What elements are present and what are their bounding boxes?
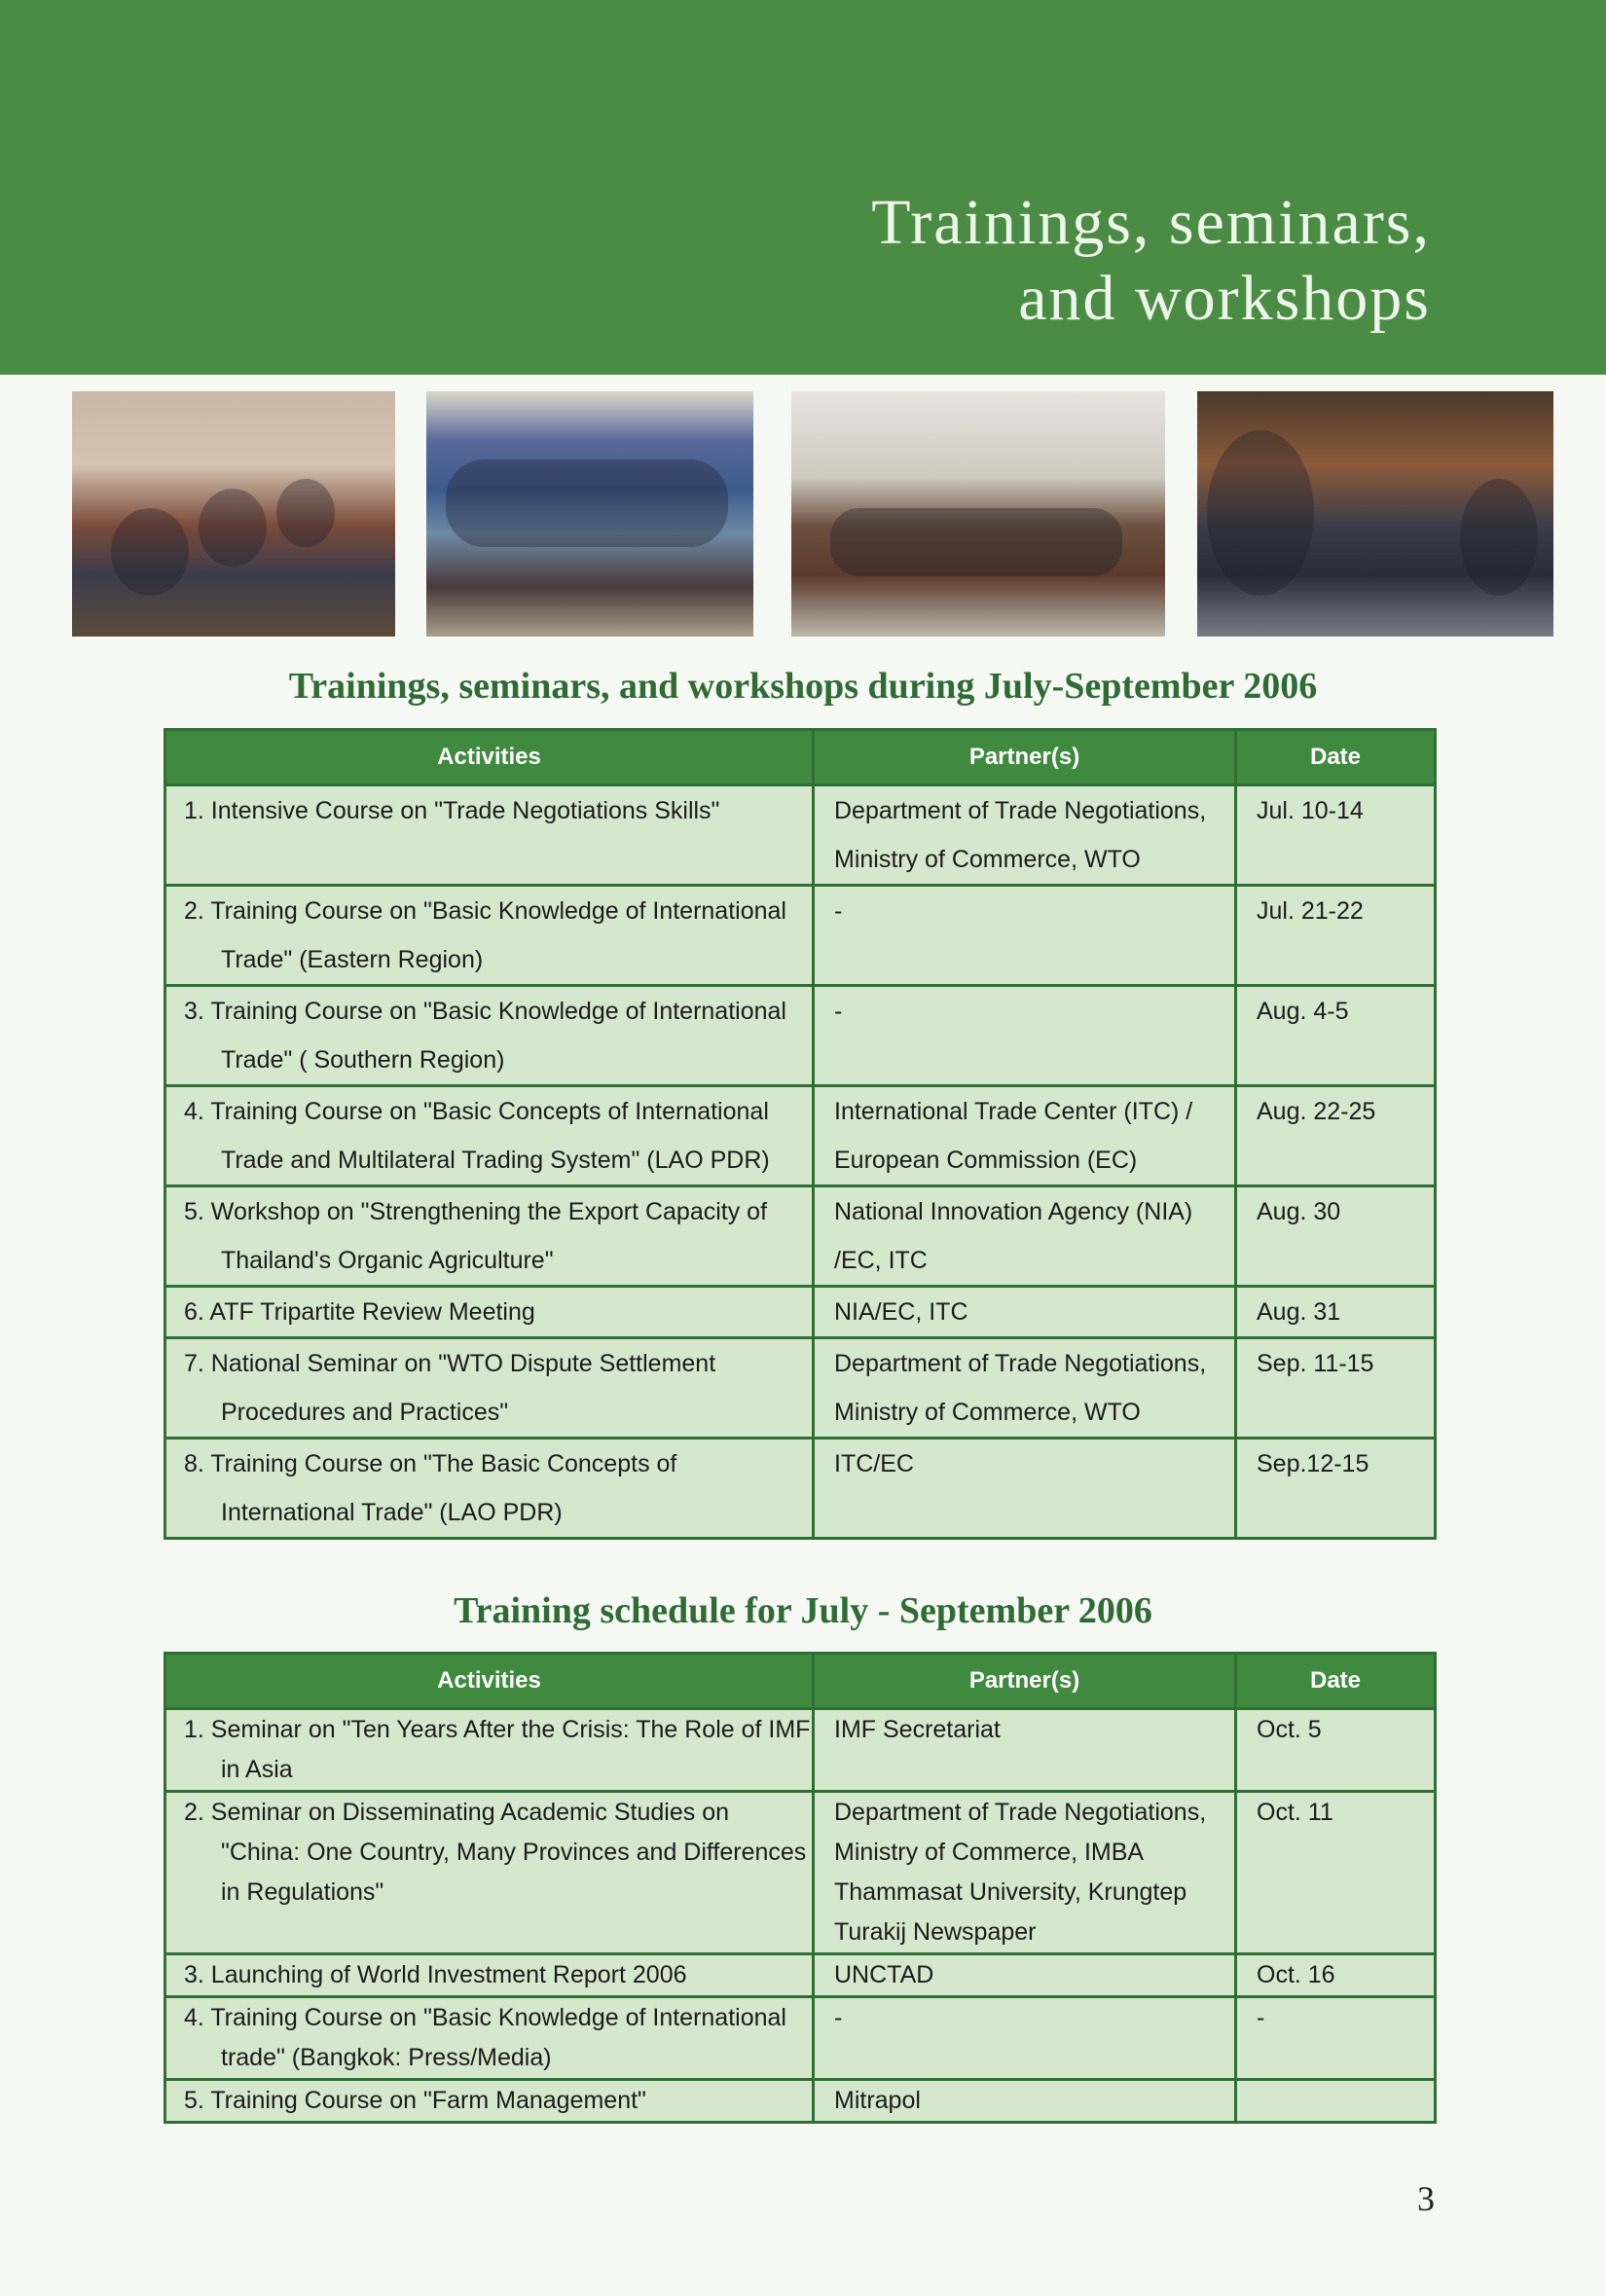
photo-group-participants (426, 391, 753, 637)
page-title-line-1: Trainings, seminars, (871, 187, 1431, 258)
table-row (165, 1439, 1436, 1539)
table-row (165, 986, 1436, 1086)
activity-cell: 3. Training Course on "Basic Knowledge of International Trade" ( Southern Region) (165, 986, 814, 1086)
page-header-banner (0, 0, 1606, 375)
activity-cell: 4. Training Course on "Basic Knowledge of International trade" (Bangkok: Press/Media) (165, 1997, 814, 2080)
date-cell: Oct. 11 (1236, 1792, 1436, 1954)
activity-cell: 4. Training Course on "Basic Concepts of International Trade and Multilateral Trading System" (LAO PDR) (165, 1086, 814, 1186)
partner-cell: - (814, 1997, 1236, 2080)
activity-cell: 6. ATF Tripartite Review Meeting (165, 1287, 814, 1338)
activity-cell: 5. Training Course on "Farm Management" (165, 2080, 814, 2123)
partner-cell: International Trade Center (ITC) / European Commission (EC) (814, 1086, 1236, 1186)
partner-cell: Mitrapol (814, 2080, 1236, 2123)
photo-meeting-hall (791, 391, 1165, 637)
table-header-row (165, 730, 1436, 785)
table-row (165, 1287, 1436, 1338)
page-number: 3 (1417, 2179, 1435, 2218)
partner-cell: Department of Trade Negotiations, Ministry of Commerce, WTO (814, 785, 1236, 886)
partner-cell: - (814, 986, 1236, 1086)
table-row (165, 1709, 1436, 1792)
date-cell: Jul. 10-14 (1236, 785, 1436, 886)
column-header-activities: Activities (165, 1654, 814, 1709)
partner-cell: UNCTAD (814, 1954, 1236, 1997)
column-header-date: Date (1236, 730, 1436, 785)
activity-cell: 8. Training Course on "The Basic Concepts of International Trade" (LAO PDR) (165, 1439, 814, 1539)
table-row (165, 1186, 1436, 1287)
training-schedule-table (164, 1652, 1437, 2124)
page-title (871, 185, 1431, 337)
activity-cell: 7. National Seminar on "WTO Dispute Settlement Procedures and Practices" (165, 1338, 814, 1439)
date-cell (1236, 2080, 1436, 2123)
section-1-title: Trainings, seminars, and workshops during July-September 2006 (288, 666, 1318, 707)
table-row (165, 1954, 1436, 1997)
table-row (165, 1997, 1436, 2080)
table-row (165, 785, 1436, 886)
activities-table-jul-sep (164, 728, 1437, 1540)
partner-cell: ITC/EC (814, 1439, 1236, 1539)
partner-cell: NIA/EC, ITC (814, 1287, 1236, 1338)
table-header-row (165, 1654, 1436, 1709)
column-header-partners: Partner(s) (814, 730, 1236, 785)
date-cell: Aug. 22-25 (1236, 1086, 1436, 1186)
date-cell: Oct. 16 (1236, 1954, 1436, 1997)
table-row (165, 1338, 1436, 1439)
date-cell: Aug. 30 (1236, 1186, 1436, 1287)
activity-cell: 2. Training Course on "Basic Knowledge of International Trade" (Eastern Region) (165, 886, 814, 986)
partner-cell: Department of Trade Negotiations, Ministry of Commerce, IMBA Thammasat University, Krungtep Turakij Newspaper (814, 1792, 1236, 1954)
activity-cell: 1. Seminar on "Ten Years After the Crisis: The Role of IMF in Asia (165, 1709, 814, 1792)
partner-cell: National Innovation Agency (NIA) /EC, ITC (814, 1186, 1236, 1287)
partner-cell: - (814, 886, 1236, 986)
activity-cell: 2. Seminar on Disseminating Academic Studies on "China: One Country, Many Provinces and Differences in Regulations" (165, 1792, 814, 1954)
table-row (165, 1086, 1436, 1186)
partner-cell: IMF Secretariat (814, 1709, 1236, 1792)
column-header-partners: Partner(s) (814, 1654, 1236, 1709)
date-cell: Sep. 11-15 (1236, 1338, 1436, 1439)
date-cell: Sep.12-15 (1236, 1439, 1436, 1539)
column-header-activities: Activities (165, 730, 814, 785)
date-cell: - (1236, 1997, 1436, 2080)
date-cell: Aug. 31 (1236, 1287, 1436, 1338)
page-title-line-2: and workshops (1018, 263, 1431, 334)
table-row (165, 2080, 1436, 2123)
column-header-date: Date (1236, 1654, 1436, 1709)
activity-cell: 3. Launching of World Investment Report 2006 (165, 1954, 814, 1997)
table-row (165, 886, 1436, 986)
photo-training-room-seated (72, 391, 395, 637)
activity-cell: 1. Intensive Course on "Trade Negotiations Skills" (165, 785, 814, 886)
section-2-title: Training schedule for July - September 2006 (454, 1590, 1152, 1631)
activity-cell: 5. Workshop on "Strengthening the Export Capacity of Thailand's Organic Agriculture" (165, 1186, 814, 1287)
photo-seminar-audience (1197, 391, 1553, 637)
table-row (165, 1792, 1436, 1954)
date-cell: Oct. 5 (1236, 1709, 1436, 1792)
partner-cell: Department of Trade Negotiations, Ministry of Commerce, WTO (814, 1338, 1236, 1439)
date-cell: Aug. 4-5 (1236, 986, 1436, 1086)
date-cell: Jul. 21-22 (1236, 886, 1436, 986)
